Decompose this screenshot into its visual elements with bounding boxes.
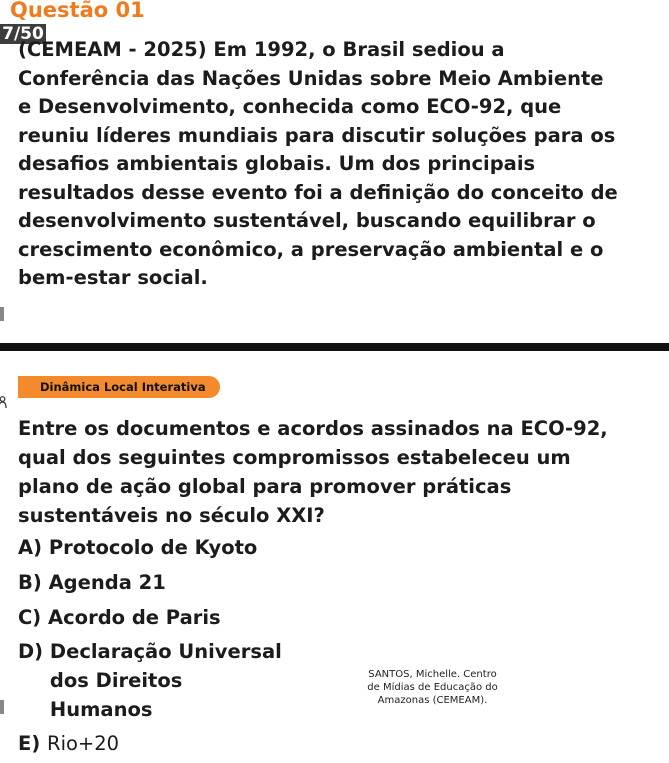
question-title: Questão 01	[10, 0, 145, 22]
option-letter: E)	[18, 732, 41, 755]
source-line: Amazonas (CEMEAM).	[377, 695, 488, 706]
side-edge-mark	[0, 307, 4, 321]
option-letter: D)	[18, 640, 44, 663]
option-text: Agenda 21	[48, 571, 166, 594]
option-letter: A)	[18, 536, 43, 559]
option-text: Declaração Universal dos Direitos Humanos	[49, 640, 282, 721]
dinamica-badge: Dinâmica Local Interativa	[18, 376, 220, 398]
option-c[interactable]	[18, 602, 348, 633]
option-d[interactable]	[18, 637, 348, 724]
option-letter: B)	[18, 571, 42, 594]
option-a[interactable]	[18, 532, 348, 563]
question-statement: (CEMEAM - 2025) Em 1992, o Brasil sediou a Conferência das Nações Unidas sobre Meio Ambiente e Desenvolvimento, conhecida como ECO-92, que reuniu líderes mundiais para discutir soluções para os desafios ambientais globais. Um dos principais resultados desse evento foi a definição do conceito de desenvolvimento sustentável, buscando equilibrar o crescimento econômico, a preservação ambiental e o bem-estar social.	[18, 38, 618, 289]
answer-options	[18, 532, 348, 763]
option-text: Rio+20	[47, 732, 120, 755]
question-counter: 7/50	[0, 24, 46, 44]
option-text: Acordo de Paris	[48, 606, 221, 629]
option-b[interactable]	[18, 567, 348, 598]
source-line: SANTOS, Michelle. Centro	[368, 669, 497, 680]
question-text: Entre os documentos e acordos assinados na ECO-92, qual dos seguintes compromissos estabeleceu um plano de ação global para promover práticas sustentáveis no século XXI?	[18, 417, 608, 527]
section-divider	[0, 343, 669, 351]
person-icon	[0, 396, 7, 409]
source-line: de Mídias de Educação do	[367, 682, 498, 693]
option-e[interactable]	[18, 728, 348, 759]
option-letter: C)	[18, 606, 42, 629]
source-citation	[355, 668, 510, 707]
option-text: Protocolo de Kyoto	[48, 536, 258, 559]
side-edge-mark	[0, 700, 4, 714]
